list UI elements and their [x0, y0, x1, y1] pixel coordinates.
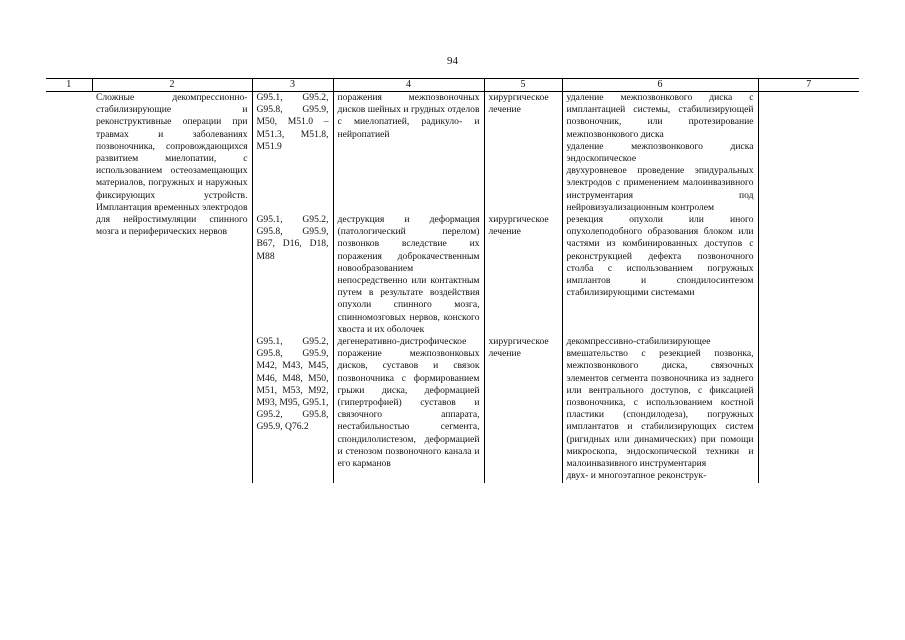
column-number: 2	[92, 79, 252, 92]
cell-col1	[46, 336, 92, 482]
method-item: декомпрессивно-стабилизирующее вмешательство с резекцией позвонка, межпозвонкового диска, связочных элементов сегмента позвоночника из заднего или вентрального доступов, с фиксацией позвоночника, с использованием костной пластики (спондилодеза), погружных имплантатов и стабилизирующих систем (ригидных или динамических) при помощи микроскопа, эндоскопической техники и малоинвазивного инструментария	[566, 336, 754, 470]
cell-col1	[46, 92, 92, 215]
page-number: 94	[447, 55, 458, 67]
icd-codes: G95.1, G95.2, G95.8, G95.9, M50, M51.0 – M51.3, M51.8, M51.9	[252, 92, 333, 215]
procedures-table	[46, 78, 859, 483]
method-item: удаление межпозвонкового диска с имплантацией системы, стабилизирующей позвоночник, или протезирование межпозвонкового диска	[566, 92, 754, 140]
column-number: 6	[562, 79, 758, 92]
method-item: удаление межпозвонкового диска эндоскопическое	[566, 140, 754, 165]
condition-description: поражения межпозвоночных дисков шейных и грудных отделов с миелопатией, радикуло- и нейропатией	[333, 92, 484, 215]
methods-cell	[562, 92, 758, 215]
icd-codes: G95.1, G95.2, G95.8, G95.9, B67, D16, D18, M88	[252, 214, 333, 336]
cell-col7	[758, 214, 859, 336]
cell-col7	[758, 336, 859, 482]
icd-codes: G95.1, G95.2, G95.8, G95.9, M42, M43, M45, M46, M48, M50, M51, M53, M92, M93, M95, G95.1, G95.2, G95.8, G95.9, Q76.2	[252, 336, 333, 482]
table-row	[46, 92, 859, 215]
column-number: 4	[333, 79, 484, 92]
treatment-type: хирургическое лечение	[484, 336, 562, 482]
cell-col1	[46, 214, 92, 336]
column-number: 3	[252, 79, 333, 92]
treatment-type: хирургическое лечение	[484, 92, 562, 215]
method-item: двухуровневое проведение эпидуральных электродов с применением малоинвазивного инструментария под нейровизуализационным контролем	[566, 165, 754, 213]
condition-description: дегенеративно-дистрофическое поражение межпозвонковых дисков, суставов и связок позвоночника с формированием грыжи диска, деформацией (гипертрофией) суставов и связочного аппарата, нестабильностью сегмента, спондилолистезом, деформацией и стенозом позвоночного канала и его карманов	[333, 336, 484, 482]
cell-col7	[758, 92, 859, 215]
method-item: резекция опухоли или иного опухолеподобного образования блоком или частями из комбинированных доступов с реконструкцией дефекта позвоночного столба с использованием погружных имплантов и спондилосинтезом стабилизирующими системами	[566, 214, 754, 299]
column-number: 7	[758, 79, 859, 92]
method-item: двух- и многоэтапное реконструк-	[566, 470, 707, 482]
condition-description: деструкция и деформация (патологический перелом) позвонков вследствие их поражения доброкачественным новообразованием непосредственно или контактным путем в результате воздействия опухоли спинного мозга, спинномозговых нервов, конского хвоста и их оболочек	[333, 214, 484, 336]
methods-cell	[562, 336, 758, 482]
procedure-name: Сложные декомпрессионно-стабилизирующие и реконструктивные операции при травмах и заболеваниях позвоночника, сопровождающихся развитием миелопатии, с использованием остеозамещающих материалов, погружных и наружных фиксирующих устройств. Имплантация временных электродов для нейростимуляции спинного мозга и периферических нервов	[96, 92, 248, 238]
column-number: 1	[46, 79, 92, 92]
column-numbers-row	[46, 79, 859, 92]
column-number: 5	[484, 79, 562, 92]
treatment-type: хирургическое лечение	[484, 214, 562, 336]
methods-cell	[562, 214, 758, 336]
